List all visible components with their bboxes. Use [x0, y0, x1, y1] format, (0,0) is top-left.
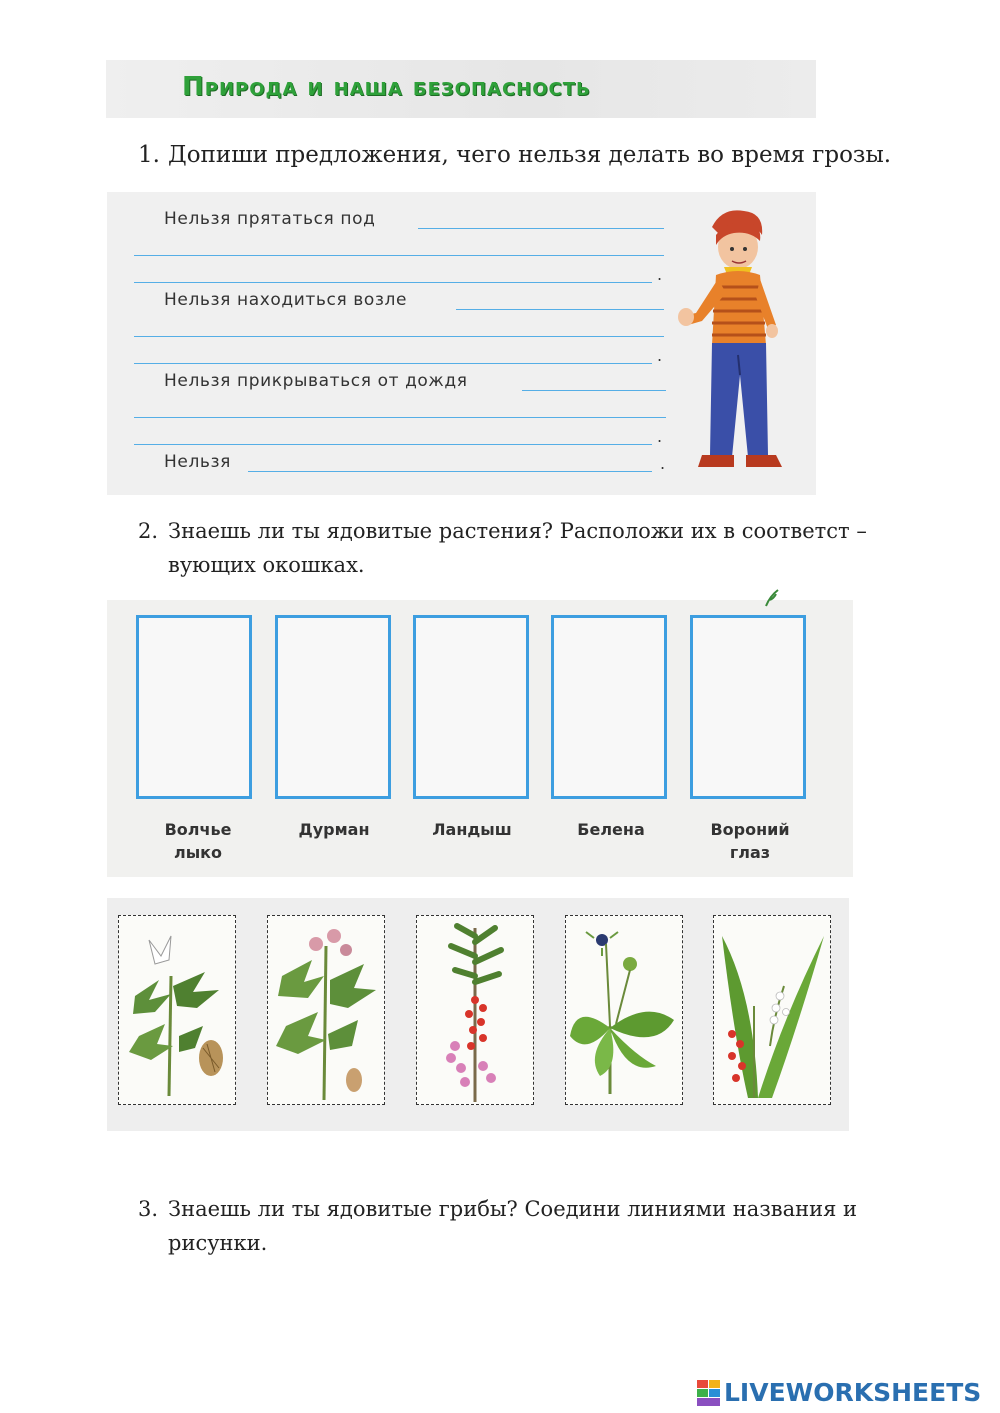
plant-card-4[interactable] — [565, 915, 683, 1105]
plant-card-2[interactable] — [267, 915, 385, 1105]
plant-label-voroniy-glaz — [690, 818, 810, 864]
thorn-apple-picture — [119, 916, 237, 1106]
boy-illustration — [672, 205, 802, 477]
henbane-picture — [268, 916, 386, 1106]
daphne-picture — [417, 916, 535, 1106]
plant-label-belena — [551, 818, 671, 841]
task-1-text: Допиши предложения, чего нельзя делать во время грозы. — [168, 142, 892, 168]
task-2-text-line-1: Знаешь ли ты ядовитые растения? Расположи их в соответст – — [168, 519, 867, 543]
sentence-1-line-3[interactable] — [134, 282, 652, 283]
drop-slot-5[interactable] — [690, 615, 806, 799]
liveworksheets-badge-icon — [697, 1380, 721, 1406]
task-3-prompt — [138, 1192, 898, 1260]
plant-label-volche-lyko — [138, 818, 258, 864]
herb-paris-picture — [566, 916, 684, 1106]
task-3-text-line-1: Знаешь ли ты ядовитые грибы? Соедини линиями названия и — [168, 1197, 858, 1221]
sentence-4-blank[interactable] — [248, 471, 652, 472]
sentence-3-line-3[interactable] — [134, 444, 652, 445]
task-3-number: 3. — [138, 1197, 159, 1221]
task-3-text-line-2: рисунки. — [168, 1231, 268, 1255]
lily-of-the-valley-picture — [714, 916, 832, 1106]
drop-slot-4[interactable] — [551, 615, 667, 799]
sentence-4-period: . — [660, 454, 666, 473]
plant-label-line-1: Белена — [577, 820, 645, 839]
sentence-3-label: Нельзя прикрываться от дождя — [164, 371, 468, 391]
plant-label-line-2: лыко — [173, 843, 223, 862]
plant-label-line-2: глаз — [729, 843, 771, 862]
plant-label-line-1: Дурман — [298, 820, 370, 839]
sentence-3-blank[interactable] — [522, 390, 666, 391]
sentence-2-blank[interactable] — [456, 309, 664, 310]
drop-slot-1[interactable] — [136, 615, 252, 799]
sentence-1-line-2[interactable] — [134, 255, 664, 256]
plant-card-5[interactable] — [713, 915, 831, 1105]
plant-label-landysh — [412, 818, 532, 841]
plant-card-1[interactable] — [118, 915, 236, 1105]
plant-card-3[interactable] — [416, 915, 534, 1105]
sentence-2-period: . — [657, 346, 663, 365]
drop-slot-3[interactable] — [413, 615, 529, 799]
sentence-1-period: . — [657, 265, 663, 284]
sentence-2-line-3[interactable] — [134, 363, 652, 364]
plant-label-line-1: Ландыш — [432, 820, 512, 839]
plant-label-line-1: Волчье — [164, 820, 232, 839]
leaf-sprig-icon — [760, 588, 784, 608]
task-2-prompt — [138, 514, 898, 582]
page-title: Природа и наша безопасность — [182, 72, 591, 102]
drop-slot-2[interactable] — [275, 615, 391, 799]
sentence-1-blank[interactable] — [418, 228, 664, 229]
sentence-2-line-2[interactable] — [134, 336, 664, 337]
sentence-3-line-2[interactable] — [134, 417, 666, 418]
task-1-prompt — [138, 138, 938, 172]
sentence-3-period: . — [657, 427, 663, 446]
plant-label-line-1: Вороний — [710, 820, 790, 839]
liveworksheets-logo-text: LIVEWORKSHEETS — [724, 1378, 982, 1407]
task-1-number: 1. — [138, 142, 160, 168]
task-2-text-line-2: вующих окошках. — [168, 553, 365, 577]
sentence-2-label: Нельзя находиться возле — [164, 290, 408, 310]
plant-label-durman — [274, 818, 394, 841]
sentence-4-label: Нельзя — [164, 452, 231, 472]
task-2-number: 2. — [138, 519, 159, 543]
sentence-1-label: Нельзя прятаться под — [164, 209, 376, 229]
